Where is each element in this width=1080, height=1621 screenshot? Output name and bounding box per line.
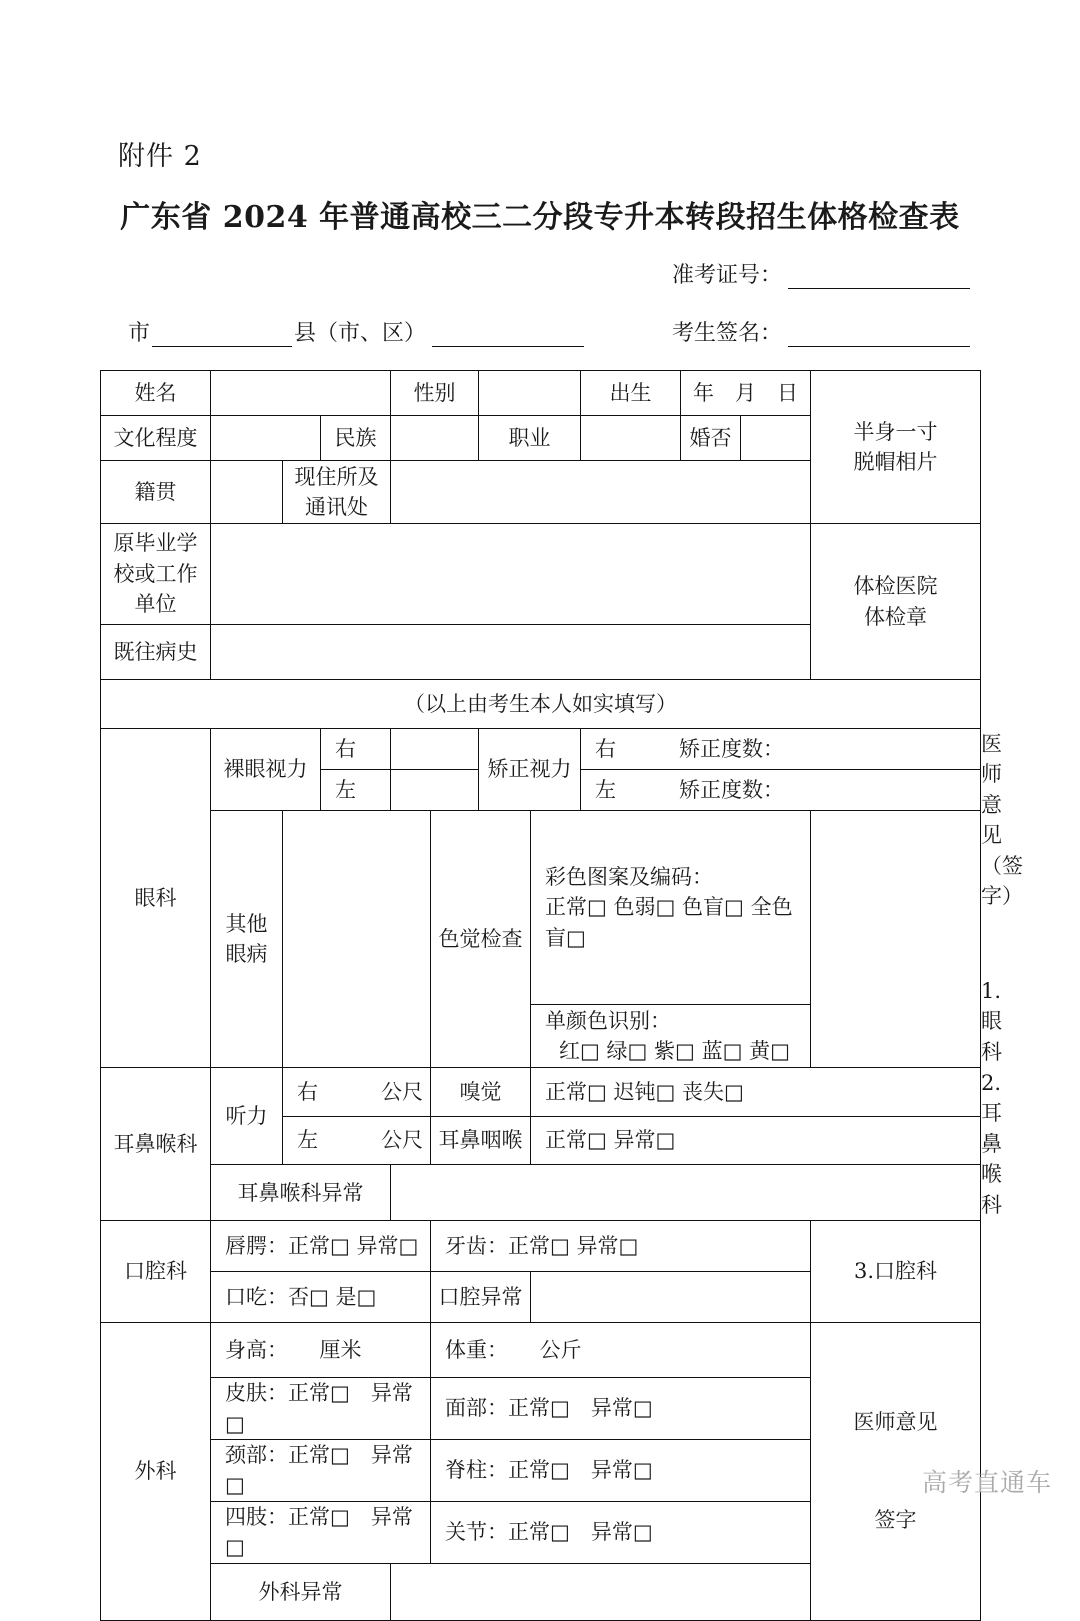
origin-value[interactable] bbox=[211, 461, 283, 524]
photo-line2: 脱帽相片 bbox=[853, 450, 938, 474]
self-fill-note: （以上由考生本人如实填写） bbox=[101, 680, 981, 729]
limbs-field[interactable]: 四肢：正常□ 异常□ bbox=[211, 1501, 431, 1563]
table-row bbox=[101, 1323, 981, 1378]
marital-label: 婚否 bbox=[681, 416, 741, 461]
marital-value[interactable] bbox=[741, 416, 811, 461]
single-color-options[interactable]: 红□ 绿□ 紫□ 蓝□ 黄□ bbox=[559, 1038, 790, 1063]
color-pattern-block[interactable] bbox=[531, 811, 811, 1005]
previous-school-label-line2: 校或工作 bbox=[113, 561, 198, 586]
previous-school-label-line1: 原毕业学 bbox=[113, 531, 198, 556]
single-color-block[interactable] bbox=[531, 1004, 811, 1067]
city-label: 市 bbox=[128, 321, 151, 346]
section-label-surgery: 外科 bbox=[101, 1323, 211, 1621]
address-value[interactable] bbox=[391, 461, 811, 524]
corrected-vision-left[interactable]: 左 矫正度数： bbox=[581, 770, 981, 811]
name-label: 姓名 bbox=[101, 371, 211, 416]
naked-vision-left-label: 左 bbox=[321, 770, 391, 811]
county-blank[interactable] bbox=[432, 345, 584, 347]
stutter-field[interactable]: 口吃：否□ 是□ bbox=[211, 1272, 431, 1323]
photo-line1: 半身一寸 bbox=[853, 419, 938, 444]
hearing-left-value[interactable]: 左 公尺 bbox=[283, 1116, 431, 1165]
doctor-signature-label-2[interactable]: 签字 bbox=[874, 1508, 917, 1533]
other-eye-disease-line1: 其他 bbox=[225, 911, 268, 936]
ticket-number-label: 准考证号： bbox=[672, 263, 783, 288]
doctor-opinion-oral-cell bbox=[811, 1221, 981, 1323]
other-eye-disease-line2: 眼病 bbox=[225, 941, 268, 966]
section-label-ent: 耳鼻喉科 bbox=[101, 1067, 211, 1220]
city-blank[interactable] bbox=[152, 345, 292, 347]
stamp-line2: 体检章 bbox=[864, 604, 928, 629]
naked-vision-right-value[interactable] bbox=[391, 729, 479, 770]
throat-options[interactable]: 正常□ 异常□ bbox=[531, 1116, 981, 1165]
education-label: 文化程度 bbox=[101, 416, 211, 461]
name-value[interactable] bbox=[211, 371, 391, 416]
previous-school-label-line3: 单位 bbox=[134, 592, 177, 617]
neck-field[interactable]: 颈部：正常□ 异常□ bbox=[211, 1440, 431, 1502]
weight-field[interactable]: 体重： 公斤 bbox=[431, 1323, 811, 1378]
medical-history-value[interactable] bbox=[211, 625, 811, 680]
face-field[interactable]: 面部：正常□ 异常□ bbox=[431, 1378, 811, 1440]
color-vision-label: 色觉检查 bbox=[431, 811, 531, 1068]
photo-placeholder bbox=[811, 371, 981, 524]
smell-label: 嗅觉 bbox=[431, 1067, 531, 1116]
teeth-field[interactable]: 牙齿：正常□ 异常□ bbox=[431, 1221, 811, 1272]
ent-abnormal-label: 耳鼻喉科异常 bbox=[211, 1165, 391, 1221]
naked-vision-label: 裸眼视力 bbox=[211, 729, 321, 811]
watermark: 高考直通车 bbox=[921, 1468, 1052, 1497]
city-county-field bbox=[128, 316, 584, 347]
address-label-line2: 通讯处 bbox=[305, 495, 368, 519]
education-value[interactable] bbox=[211, 416, 321, 461]
ent-abnormal-value[interactable] bbox=[391, 1165, 981, 1221]
surgery-abnormal-value[interactable] bbox=[391, 1563, 811, 1620]
hearing-label: 听力 bbox=[211, 1067, 283, 1164]
oral-abnormal-value[interactable] bbox=[531, 1272, 811, 1323]
single-color-label: 单颜色识别： bbox=[545, 1008, 672, 1033]
ethnicity-value[interactable] bbox=[391, 416, 479, 461]
previous-school-label bbox=[101, 524, 211, 625]
birth-date-label: 年 月 日 bbox=[681, 371, 811, 416]
corrected-vision-label: 矫正视力 bbox=[479, 729, 581, 811]
table-row bbox=[101, 1221, 981, 1272]
smell-options[interactable]: 正常□ 迟钝□ 丧失□ bbox=[531, 1067, 981, 1116]
color-pattern-options[interactable]: 正常□ 色弱□ 色盲□ 全色盲□ bbox=[545, 895, 793, 950]
surgery-abnormal-label: 外科异常 bbox=[211, 1563, 391, 1620]
joints-field[interactable]: 关节：正常□ 异常□ bbox=[431, 1501, 811, 1563]
corrected-vision-right[interactable]: 右 矫正度数： bbox=[581, 729, 981, 770]
previous-school-value[interactable] bbox=[211, 524, 811, 625]
origin-label: 籍贯 bbox=[101, 461, 211, 524]
hearing-right-value[interactable]: 右 公尺 bbox=[283, 1067, 431, 1116]
county-label: 县（市、区） bbox=[294, 321, 427, 346]
gender-label: 性别 bbox=[391, 371, 479, 416]
table-row bbox=[101, 371, 981, 416]
medical-history-label: 既往病史 bbox=[101, 625, 211, 680]
hospital-stamp-placeholder bbox=[811, 524, 981, 680]
occupation-label: 职业 bbox=[479, 416, 581, 461]
gender-value[interactable] bbox=[479, 371, 581, 416]
table-row: 耳鼻喉科 听力 右 公尺 嗅觉 正常□ 迟钝□ 丧失□ 2.耳鼻喉科 bbox=[101, 1067, 981, 1116]
table-row bbox=[101, 1165, 981, 1221]
page-title: 广东省 2024 年普通高校三二分段专升本转段招生体格检查表 bbox=[120, 200, 960, 235]
attachment-label: 附件 2 bbox=[118, 141, 202, 172]
address-label bbox=[283, 461, 391, 524]
opinion-item-oral[interactable]: 3.口腔科 bbox=[853, 1259, 938, 1284]
ticket-number-blank[interactable] bbox=[788, 287, 970, 289]
oral-abnormal-label: 口腔异常 bbox=[431, 1272, 531, 1323]
naked-vision-right-label: 右 bbox=[321, 729, 391, 770]
height-field[interactable]: 身高： 厘米 bbox=[211, 1323, 431, 1378]
section-label-oral: 口腔科 bbox=[101, 1221, 211, 1323]
lip-palate-field[interactable]: 唇腭：正常□ 异常□ bbox=[211, 1221, 431, 1272]
table-row: 眼科 裸眼视力 右 矫正视力 右 矫正度数： 医师意见 （签字） 1.眼 科 bbox=[101, 729, 981, 770]
address-label-line1: 现住所及 bbox=[294, 464, 379, 489]
spine-field[interactable]: 脊柱：正常□ 异常□ bbox=[431, 1440, 811, 1502]
birth-label: 出生 bbox=[581, 371, 681, 416]
ethnicity-label: 民族 bbox=[321, 416, 391, 461]
examinee-signature-label: 考生签名： bbox=[672, 321, 783, 346]
section-label-eye: 眼科 bbox=[101, 729, 211, 1068]
examinee-signature-blank[interactable] bbox=[788, 345, 970, 347]
other-eye-disease-value[interactable] bbox=[283, 811, 431, 1068]
table-row bbox=[101, 811, 981, 1005]
other-eye-disease-label bbox=[211, 811, 283, 1068]
skin-field[interactable]: 皮肤：正常□ 异常□ bbox=[211, 1378, 431, 1440]
stamp-line1: 体检医院 bbox=[853, 574, 938, 599]
throat-label: 耳鼻咽喉 bbox=[431, 1116, 531, 1165]
table-row bbox=[101, 680, 981, 729]
table-row bbox=[101, 524, 981, 625]
color-pattern-label: 彩色图案及编码： bbox=[545, 864, 714, 889]
occupation-value[interactable] bbox=[581, 416, 681, 461]
doctor-opinion-label-2: 医师意见 bbox=[853, 1410, 938, 1434]
examinee-signature-field bbox=[672, 316, 970, 347]
naked-vision-left-value[interactable] bbox=[391, 770, 479, 811]
ticket-number-field bbox=[672, 258, 970, 289]
